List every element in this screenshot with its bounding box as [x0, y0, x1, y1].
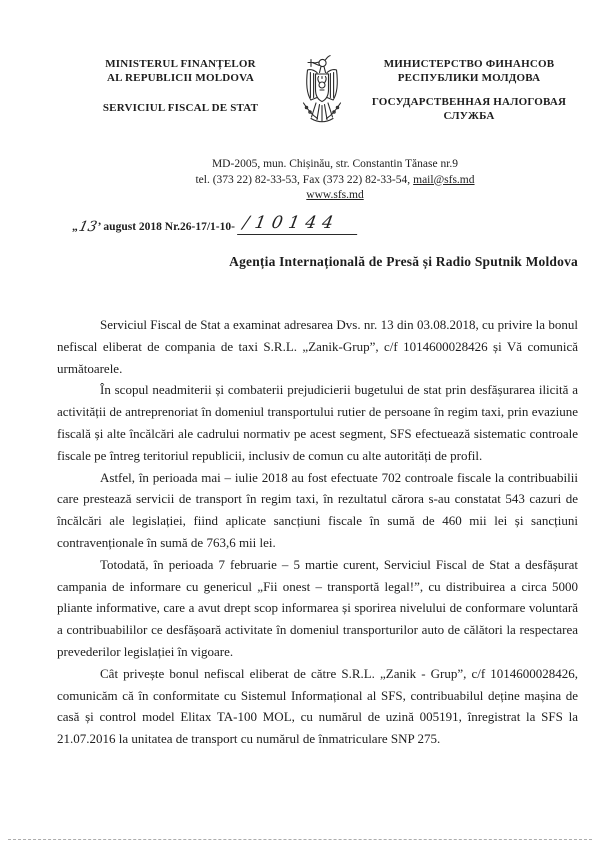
paragraph-1: Serviciul Fiscal de Stat a examinat adresarea Dvs. nr. 13 din 03.08.2018, cu privire la bonul nefiscal eliberat de compania de taxi S.R.L. „Zanik-Grup”, c/f 1014600028426 și Vă comunică următoarele. — [57, 317, 578, 376]
ministry-ro-line1: MINISTERUL FINANȚELOR — [105, 58, 256, 70]
reference-number-prefix: ’ august 2018 Nr.26-17/1-10- — [97, 221, 235, 233]
paragraph-5: Cât privește bonul nefiscal eliberat de către S.R.L. „Zanik - Grup”, c/f 1014600028426, comunicăm că în conformitate cu Sistemul Informațional al SFS, contribuabilul deține mașina de casă și control model Elitax TA-100 MOL, cu numărul de uzină 005191, înregistrat la SFS la 21.07.2016 la unitatea de transport cu numărul de înmatriculare SNP 275. — [57, 665, 578, 747]
paragraph-2: În scopul neadmiterii și combaterii prejudicierii bugetului de stat prin desfășurarea ilicită a activității de antreprenoriat în domeniul transportului rutier de persoane în regim taxi, prin evaziune fiscală și alte încălcări ale cadrului normativ pe acest segment, SFS efectuează sistematic controale fiscale pe întreg teritoriul republicii, inclusiv de comun cu alte autorități de profil. — [57, 382, 578, 463]
ministry-name-ru — [356, 57, 582, 123]
website-link: www.sfs.md — [306, 189, 364, 201]
ministry-ru-line2: РЕСПУБЛИКИ МОЛДОВА — [397, 72, 541, 84]
service-name-ro: SERVICIUL FISCAL DE STAT — [102, 102, 259, 114]
ministry-ru-line1: МИНИСТЕРСТВО ФИНАНСОВ — [383, 58, 555, 70]
scan-edge-line — [8, 839, 592, 840]
ministry-ro-line2: AL REPUBLICII MOLDOVA — [106, 72, 255, 84]
reference-open-quote: „ — [72, 221, 78, 233]
phone-fax-text: tel. (373 22) 82-33-53, Fax (373 22) 82-33-54, — [195, 173, 411, 186]
service-ru-line1: ГОСУДАРСТВЕННАЯ НАЛОГОВАЯ — [371, 96, 567, 108]
paragraph-3: Astfel, în perioada mai – iulie 2018 au fost efectuate 702 controale fiscale la contribuabilii care prestează servicii de transport în regim taxi, în rezultatul cărora s-au constatat 543 cazuri de încălcări ale legislației, fiind aplicate sancțiuni fiscale în sumă de 460 mii lei și sancțiuni contravenționale în sumă de 763,6 mii lei. — [57, 469, 578, 550]
moldova-coat-of-arms-icon — [299, 54, 345, 138]
phone-fax-line — [70, 173, 600, 189]
handwritten-registration-number: /10144 — [237, 213, 361, 235]
letter-body — [57, 314, 578, 750]
paragraph-4: Totodată, în perioada 7 februarie – 5 martie curent, Serviciul Fiscal de Stat a desfășurat campania de informare cu genericul „Fii onest – transportă legal!”, cu distribuirea a circa 5000 pliante informative, care a avut drept scop informarea și sporirea nivelului de conformare voluntară a contribuabililor ce desfășoară activitate în domeniul transporturilor auto de călători la respectarea prevederilor legislației în vigoare. — [57, 556, 578, 659]
service-ru-line2: СЛУЖБА — [443, 110, 495, 122]
postal-address: MD-2005, mun. Chișinău, str. Constantin Tănase nr.9 — [211, 158, 459, 170]
contact-block — [70, 157, 600, 204]
email-link: mail@sfs.md — [413, 173, 475, 186]
handwritten-day: 13 — [77, 219, 99, 235]
addressee: Agenția Internațională de Presă și Radio Sputnik Moldova — [229, 254, 578, 269]
reference-line — [72, 215, 359, 237]
ministry-name-ro — [78, 57, 283, 115]
